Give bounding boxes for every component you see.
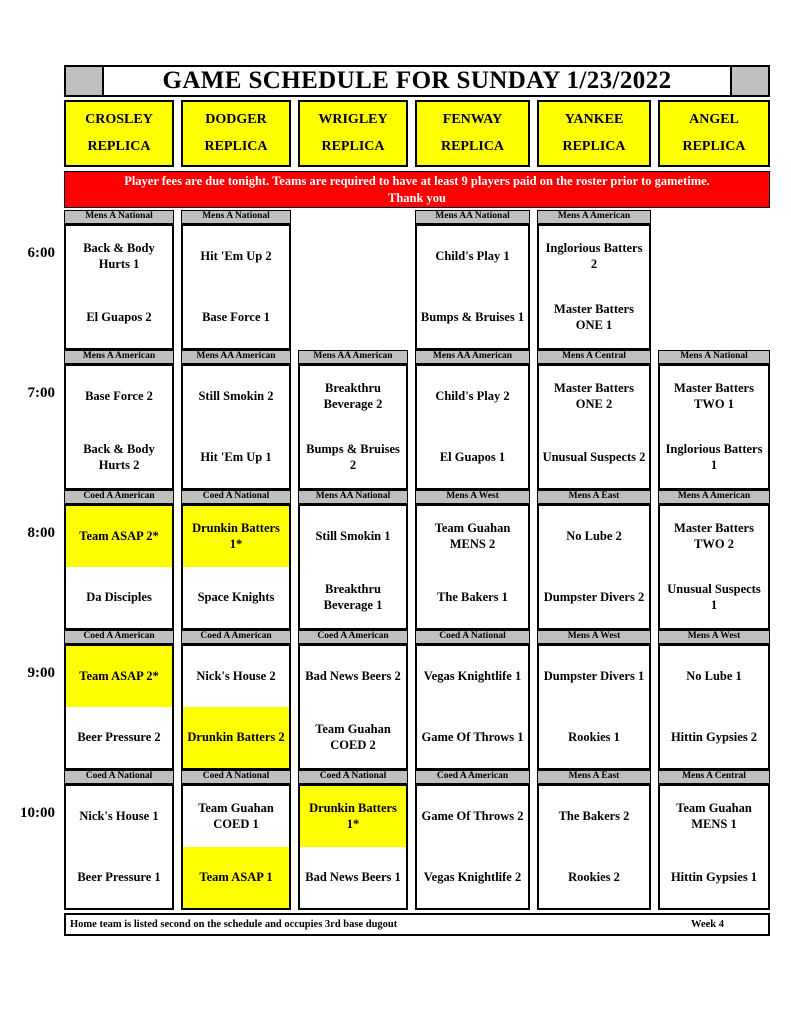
page-title: GAME SCHEDULE FOR SUNDAY 1/23/2022 xyxy=(104,67,730,95)
field-name: CROSLEY xyxy=(85,112,153,128)
time-gutter xyxy=(0,210,64,350)
game-slot xyxy=(658,630,770,770)
game-cell xyxy=(64,364,174,490)
game-slot xyxy=(181,350,291,490)
home-team: Hit 'Em Up 1 xyxy=(200,449,272,464)
field-type-label: REPLICA xyxy=(440,138,504,154)
time-block xyxy=(0,630,770,770)
game-slot xyxy=(298,350,408,490)
game-cell xyxy=(415,784,530,910)
league-label: Mens AA American xyxy=(298,350,408,364)
league-label: Mens A National xyxy=(181,210,291,224)
league-label: Mens A American xyxy=(537,210,651,224)
league-label: Mens A National xyxy=(64,210,174,224)
league-label: Coed A American xyxy=(181,630,291,644)
field-type-label: REPLICA xyxy=(562,138,626,154)
game-slot xyxy=(658,490,770,630)
home-team: The Bakers 1 xyxy=(437,589,508,604)
away-team: Game Of Throws 2 xyxy=(421,808,524,823)
field-name: WRIGLEY xyxy=(318,112,388,128)
field-name: YANKEE xyxy=(564,112,624,128)
league-label: Mens A East xyxy=(537,490,651,504)
games-row xyxy=(64,350,770,490)
game-cell xyxy=(537,644,651,770)
game-cell xyxy=(415,644,530,770)
league-label: Mens A East xyxy=(537,770,651,784)
league-label: Mens A Central xyxy=(537,350,651,364)
away-team: Still Smokin 1 xyxy=(315,528,391,543)
game-cell xyxy=(181,364,291,490)
home-team: Drunkin Batters 2 xyxy=(183,707,289,768)
game-slot xyxy=(64,210,174,350)
away-team: Master Batters TWO 2 xyxy=(674,520,754,551)
league-label: Coed A American xyxy=(64,490,174,504)
away-team: Team Guahan MENS 2 xyxy=(434,520,511,551)
game-cell xyxy=(298,644,408,770)
game-slot xyxy=(415,490,530,630)
games-row xyxy=(64,630,770,770)
time-block xyxy=(0,350,770,490)
home-team: Hittin Gypsies 1 xyxy=(670,869,758,884)
game-slot xyxy=(298,770,408,910)
field-header-cell xyxy=(537,100,651,167)
home-team: Space Knights xyxy=(197,589,275,604)
game-slot xyxy=(537,770,651,910)
league-label: Coed A National xyxy=(181,490,291,504)
games-row xyxy=(64,770,770,910)
game-slot xyxy=(298,630,408,770)
home-team: El Guapos 1 xyxy=(439,449,506,464)
game-cell xyxy=(415,504,530,630)
away-team: Breakthru Beverage 2 xyxy=(323,380,383,411)
game-cell xyxy=(537,504,651,630)
game-cell xyxy=(537,224,651,350)
home-team: Inglorious Batters 1 xyxy=(665,441,763,472)
game-cell xyxy=(64,644,174,770)
away-team: Drunkin Batters 1* xyxy=(183,506,289,567)
game-slot xyxy=(64,630,174,770)
empty-slot xyxy=(298,210,408,350)
schedule-grid xyxy=(0,210,770,910)
game-cell xyxy=(298,504,408,630)
empty-slot xyxy=(658,210,770,350)
game-slot xyxy=(658,350,770,490)
game-slot xyxy=(415,630,530,770)
league-label: Coed A American xyxy=(298,630,408,644)
game-slot xyxy=(181,490,291,630)
time-gutter xyxy=(0,490,64,630)
field-name: FENWAY xyxy=(442,112,503,128)
league-label: Coed A National xyxy=(298,770,408,784)
time-label: 9:00 xyxy=(27,665,55,681)
away-team: Bad News Beers 2 xyxy=(305,668,401,683)
field-header-cell xyxy=(298,100,408,167)
home-team: Vegas Knightlife 2 xyxy=(423,869,522,884)
game-cell xyxy=(658,644,770,770)
notice-line2: Thank you xyxy=(387,190,447,205)
game-cell xyxy=(658,504,770,630)
game-slot xyxy=(181,770,291,910)
league-label: Coed A American xyxy=(64,630,174,644)
title-bar xyxy=(64,65,770,97)
league-label: Coed A National xyxy=(64,770,174,784)
away-team: Drunkin Batters 1* xyxy=(300,786,406,847)
away-team: Dumpster Divers 1 xyxy=(543,668,645,683)
game-slot xyxy=(181,210,291,350)
time-label: 6:00 xyxy=(27,245,55,261)
away-team: Inglorious Batters 2 xyxy=(545,240,643,271)
time-block xyxy=(0,210,770,350)
footer-note: Home team is listed second on the schedule and occupies 3rd base dugout xyxy=(70,919,398,930)
home-team: Da Disciples xyxy=(86,589,152,604)
field-name: ANGEL xyxy=(689,112,739,128)
game-slot xyxy=(64,770,174,910)
league-label: Mens A Central xyxy=(658,770,770,784)
game-slot xyxy=(537,490,651,630)
game-cell xyxy=(415,224,530,350)
home-team: Bumps & Bruises 1 xyxy=(420,309,525,324)
time-label: 7:00 xyxy=(27,385,55,401)
game-slot xyxy=(537,350,651,490)
away-team: Team ASAP 2* xyxy=(66,646,172,707)
league-label: Coed A National xyxy=(415,630,530,644)
field-header-cell xyxy=(658,100,770,167)
game-cell xyxy=(298,784,408,910)
field-header-cell xyxy=(64,100,174,167)
home-team: Dumpster Divers 2 xyxy=(543,589,645,604)
league-label: Coed A American xyxy=(415,770,530,784)
time-label: 10:00 xyxy=(20,805,55,821)
game-cell xyxy=(298,364,408,490)
home-team: Rookies 1 xyxy=(568,729,620,744)
league-label: Mens A American xyxy=(658,490,770,504)
away-team: Team Guahan MENS 1 xyxy=(676,800,752,831)
league-label: Mens A West xyxy=(415,490,530,504)
away-team: Nick's House 2 xyxy=(196,668,276,683)
game-cell xyxy=(658,364,770,490)
time-block xyxy=(0,770,770,910)
home-team: Beer Pressure 2 xyxy=(77,729,161,744)
title-spacer-left xyxy=(66,67,104,95)
game-cell xyxy=(181,644,291,770)
game-slot xyxy=(415,350,530,490)
away-team: Base Force 2 xyxy=(85,388,153,403)
game-cell xyxy=(658,784,770,910)
field-header-cell xyxy=(181,100,291,167)
home-team: El Guapos 2 xyxy=(86,309,152,324)
home-team: Unusual Suspects 2 xyxy=(542,449,646,464)
away-team: Team Guahan COED 1 xyxy=(198,800,274,831)
game-cell xyxy=(415,364,530,490)
league-label: Mens AA American xyxy=(415,350,530,364)
home-team: Game Of Throws 1 xyxy=(421,729,524,744)
league-label: Mens AA American xyxy=(181,350,291,364)
field-name: DODGER xyxy=(205,112,267,128)
notice-line1: Player fees are due tonight. Teams are required to have at least 9 players paid on the roster prior to gametime. xyxy=(124,174,710,189)
game-slot xyxy=(181,630,291,770)
game-cell xyxy=(181,784,291,910)
notice-banner xyxy=(64,171,770,208)
game-slot xyxy=(537,210,651,350)
away-team: The Bakers 2 xyxy=(558,808,630,823)
league-label: Mens AA National xyxy=(298,490,408,504)
home-team: Unusual Suspects 1 xyxy=(667,581,761,612)
game-slot xyxy=(658,770,770,910)
home-team: Beer Pressure 1 xyxy=(77,869,161,884)
time-label: 8:00 xyxy=(27,525,55,541)
league-label: Coed A National xyxy=(181,770,291,784)
away-team: Nick's House 1 xyxy=(79,808,159,823)
game-slot xyxy=(537,630,651,770)
away-team: Child's Play 2 xyxy=(435,388,510,403)
field-type-label: REPLICA xyxy=(321,138,385,154)
game-cell xyxy=(64,784,174,910)
time-block xyxy=(0,490,770,630)
game-cell xyxy=(64,224,174,350)
home-team: Team Guahan COED 2 xyxy=(315,721,391,752)
game-slot xyxy=(64,350,174,490)
field-headers-row xyxy=(64,100,770,167)
time-gutter xyxy=(0,630,64,770)
game-slot xyxy=(415,210,530,350)
away-team: Vegas Knightlife 1 xyxy=(423,668,522,683)
games-row xyxy=(64,210,770,350)
league-label: Mens A West xyxy=(537,630,651,644)
away-team: No Lube 2 xyxy=(566,528,622,543)
league-label: Mens AA National xyxy=(415,210,530,224)
game-slot xyxy=(415,770,530,910)
home-team: Breakthru Beverage 1 xyxy=(323,581,383,612)
field-type-label: REPLICA xyxy=(87,138,151,154)
field-type-label: REPLICA xyxy=(682,138,746,154)
away-team: No Lube 1 xyxy=(686,668,742,683)
game-cell xyxy=(537,784,651,910)
away-team: Master Batters ONE 2 xyxy=(554,380,634,411)
footer-bar xyxy=(64,913,770,936)
away-team: Back & Body Hurts 1 xyxy=(83,240,155,271)
home-team: Team ASAP 1 xyxy=(183,847,289,908)
league-label: Mens A American xyxy=(64,350,174,364)
time-gutter xyxy=(0,770,64,910)
away-team: Still Smokin 2 xyxy=(198,388,274,403)
home-team: Bad News Beers 1 xyxy=(305,869,401,884)
game-slot xyxy=(64,490,174,630)
home-team: Base Force 1 xyxy=(202,309,270,324)
away-team: Team ASAP 2* xyxy=(66,506,172,567)
home-team: Rookies 2 xyxy=(568,869,620,884)
field-type-label: REPLICA xyxy=(204,138,268,154)
schedule-table xyxy=(0,65,770,936)
away-team: Child's Play 1 xyxy=(435,248,510,263)
league-label: Mens A West xyxy=(658,630,770,644)
away-team: Master Batters TWO 1 xyxy=(674,380,754,411)
home-team: Master Batters ONE 1 xyxy=(554,301,634,332)
away-team: Hit 'Em Up 2 xyxy=(200,248,272,263)
games-row xyxy=(64,490,770,630)
game-slot xyxy=(298,490,408,630)
field-header-cell xyxy=(415,100,530,167)
time-gutter xyxy=(0,350,64,490)
home-team: Hittin Gypsies 2 xyxy=(670,729,758,744)
game-cell xyxy=(181,504,291,630)
game-cell xyxy=(537,364,651,490)
week-label: Week 4 xyxy=(691,919,724,930)
game-cell xyxy=(64,504,174,630)
league-label: Mens A National xyxy=(658,350,770,364)
home-team: Bumps & Bruises 2 xyxy=(306,441,400,472)
title-spacer-right xyxy=(730,67,768,95)
home-team: Back & Body Hurts 2 xyxy=(83,441,155,472)
game-cell xyxy=(181,224,291,350)
